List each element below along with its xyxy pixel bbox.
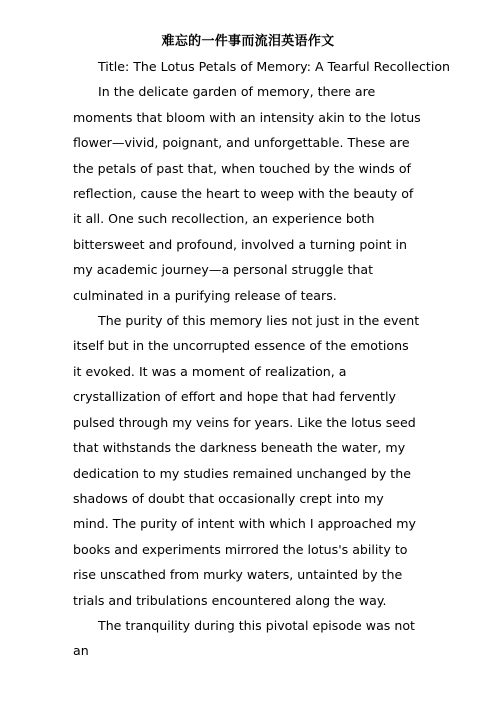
essay-title: Title: The Lotus Petals of Memory: A Tearful Recollection [98, 59, 451, 74]
document-body [73, 54, 451, 664]
paragraph-1: In the delicate garden of memory, there are moments that bloom with an intensity akin to the lotus flower—vivid, poignant, and unforgettable. These are the petals of past that, when touched by the winds of reflection, cause the heart to weep with the beauty of it all. One such recollection, an experience both bittersweet and profound, involved a turning point in my academic journey—a personal struggle that culminated in a purifying release of tears. [73, 84, 421, 303]
paragraph-3: The tranquility during this pivotal episode was not an [73, 617, 415, 659]
paragraph-2: The purity of this memory lies not just in the event itself but in the uncorrupted essence of the emotions it evoked. It was a moment of realization, a crystallization of effort and hope that had fervently pulsed through my veins for years. Like the lotus seed that withstands the darkness beneath the water, my dedication to my studies remained unchanged by the shadows of doubt that occasionally crept into my mind. The purity of intent with which I approached my books and experiments mirrored the lotus's ability to rise unscathed from murky waters, untainted by the trials and tribulations encountered along the way. [73, 313, 420, 608]
document-heading: 难忘的一件事而流泪英语作文 [161, 34, 335, 49]
